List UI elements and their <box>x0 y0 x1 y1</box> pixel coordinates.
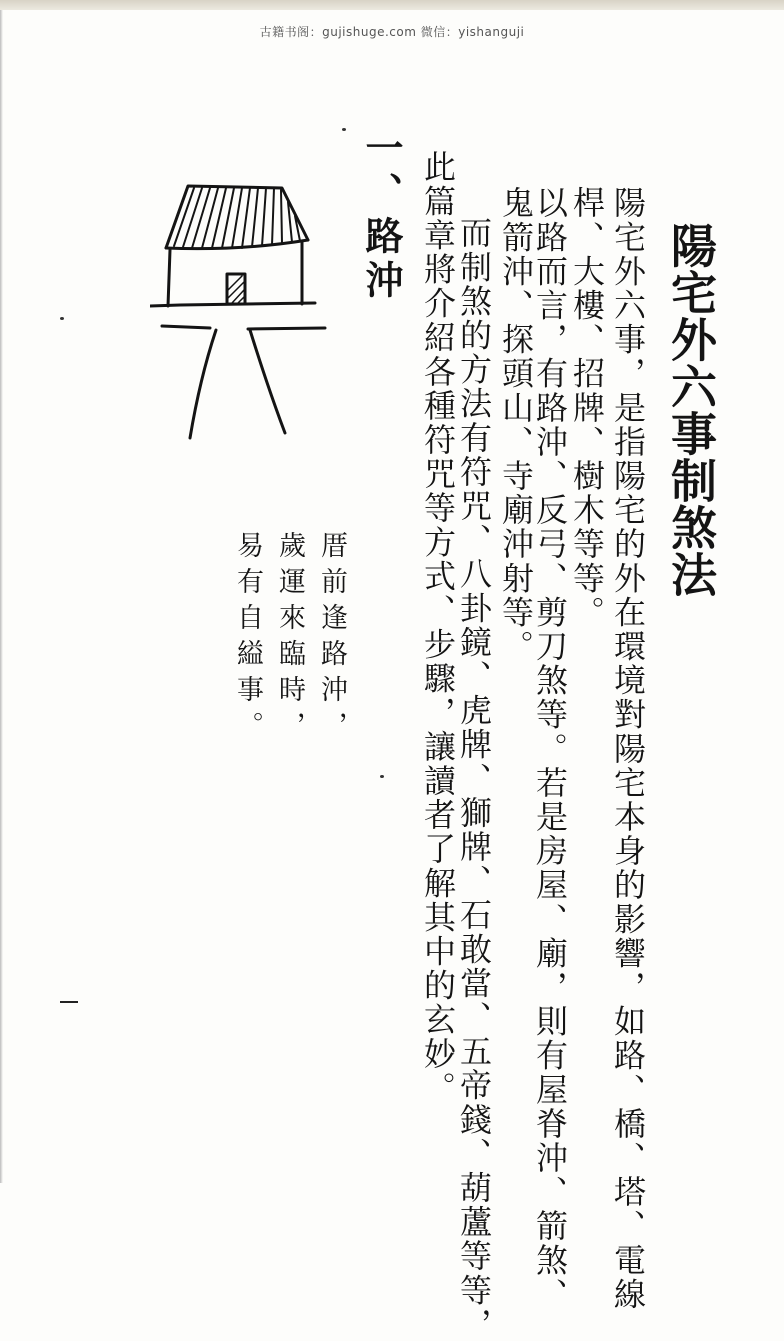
ink-speck <box>60 317 64 320</box>
body-column-3: 以路而言，有路沖、反弓、剪刀煞等。若是房屋、廟，則有屋脊沖、箭煞、 <box>531 186 569 1312</box>
body-column-2: 桿、大樓、招牌、樹木等等。 <box>568 186 606 630</box>
poem-line-1: 厝前逢路沖， <box>316 531 347 747</box>
ink-speck <box>342 128 346 131</box>
ink-speck <box>380 775 384 778</box>
watermark: 古籍书阁：gujishuge.com 微信：yishanguji <box>259 25 525 39</box>
page-number-mark <box>60 1001 78 1003</box>
page-top-edge <box>0 0 784 10</box>
poem-line-2: 歲運來臨時， <box>274 531 305 747</box>
body-column-4: 鬼箭沖、探頭山、寺廟沖射等。 <box>497 186 535 664</box>
body-column-6: 此篇章將介紹各種符咒等方式、步驟，讓讀者了解其中的玄妙。 <box>419 150 457 1105</box>
house-facing-road-sketch-icon <box>150 178 330 448</box>
page-left-edge <box>0 10 3 1183</box>
section-heading: 一、路沖 <box>359 128 404 304</box>
body-column-5: 而制煞的方法有符咒、八卦鏡、虎牌、獅牌、石敢當、五帝錢、葫蘆等等， <box>455 216 493 1341</box>
page-title: 陽宅外六事制煞法 <box>664 222 718 598</box>
body-column-1: 陽宅外六事，是指陽宅的外在環境對陽宅本身的影響，如路、橋、塔、電線 <box>609 186 647 1312</box>
poem-line-3: 易有自縊事。 <box>232 531 263 747</box>
